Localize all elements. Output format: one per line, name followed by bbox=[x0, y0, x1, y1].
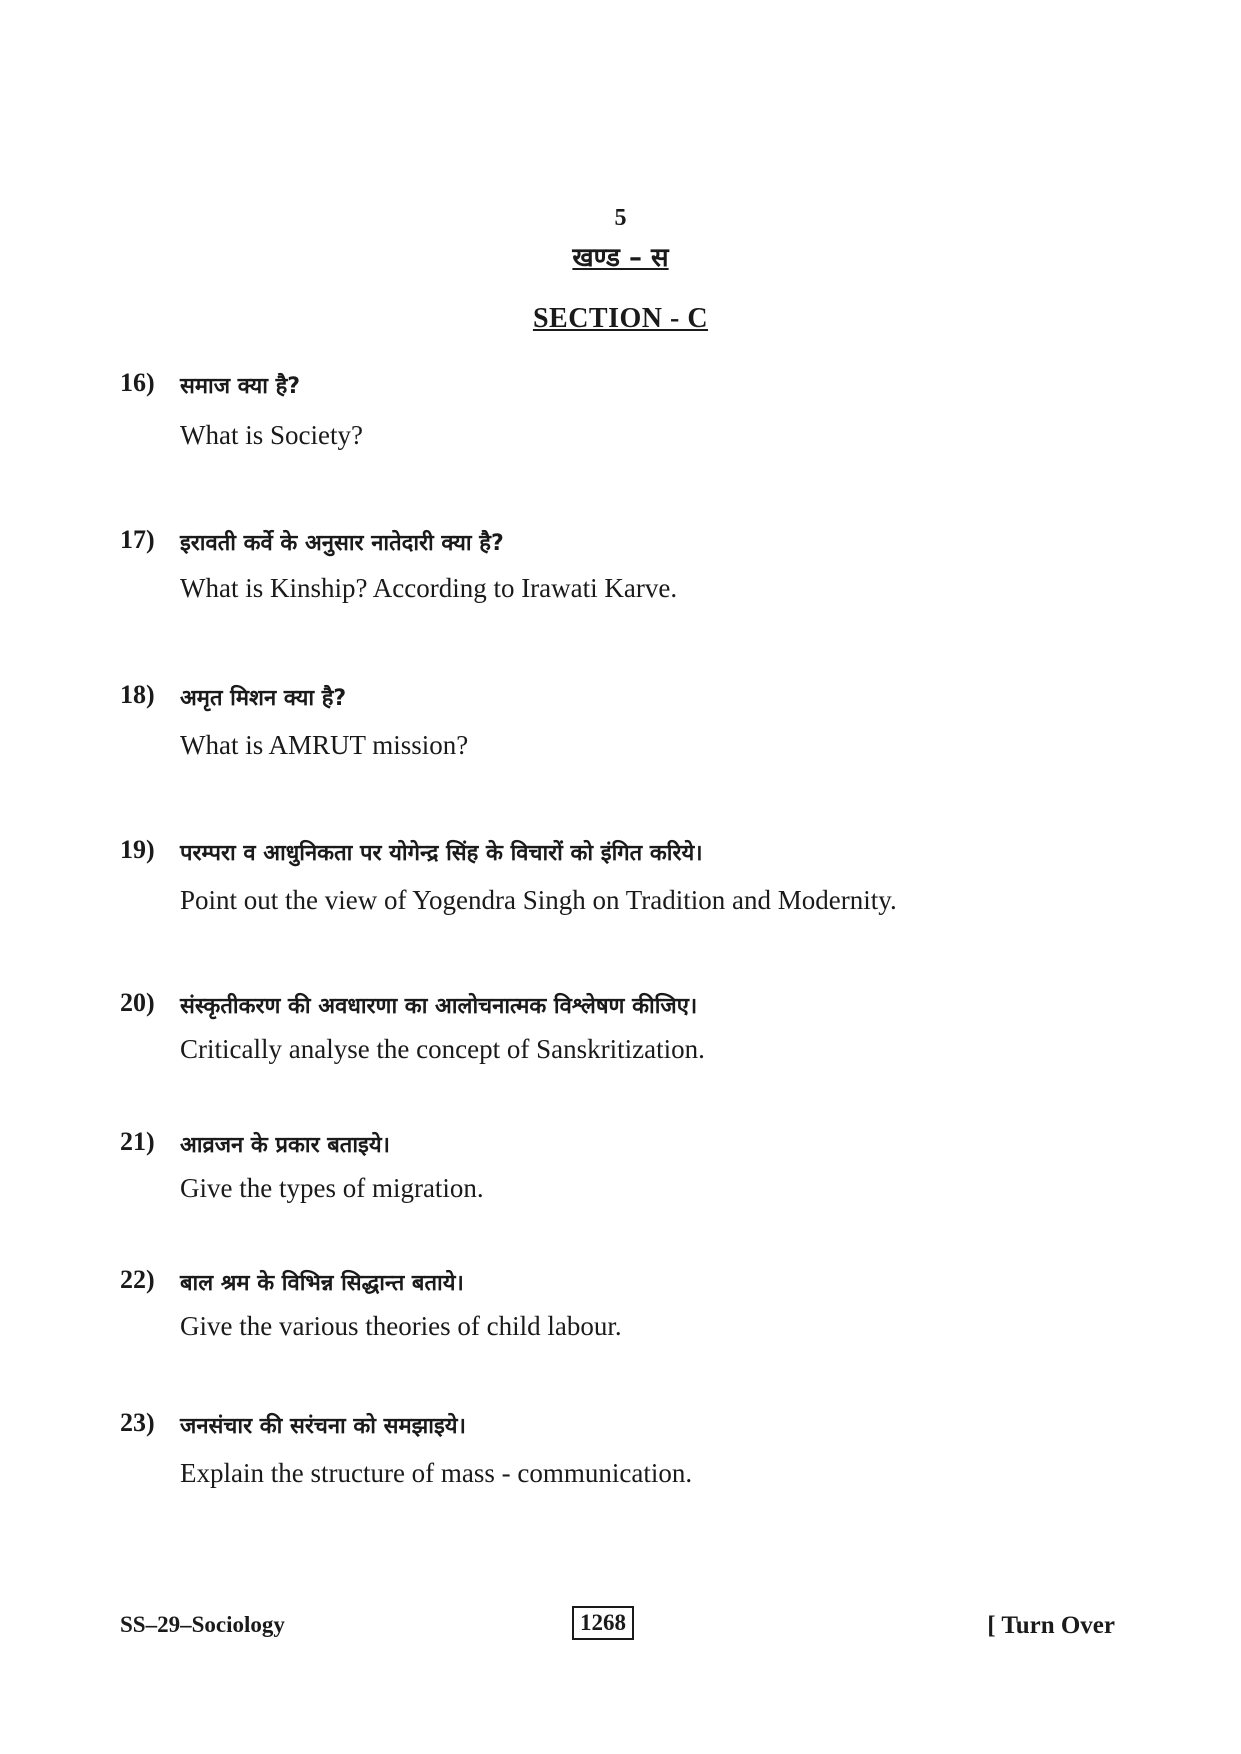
question-number: 20) bbox=[120, 988, 155, 1017]
paper-code: SS–29–Sociology bbox=[120, 1612, 285, 1637]
question-text-english: Give the types of migration. bbox=[180, 1173, 484, 1203]
question-text-english: What is Kinship? According to Irawati Karve. bbox=[180, 573, 678, 603]
question-text-hindi: अमृत मिशन क्या है? bbox=[180, 686, 347, 711]
code-box: 1268 bbox=[572, 1606, 634, 1640]
question-text-english: Give the various theories of child labour. bbox=[180, 1311, 622, 1341]
question-number: 16) bbox=[120, 368, 155, 397]
question-text-hindi: बाल श्रम के विभिन्न सिद्धान्त बताये। bbox=[180, 1271, 464, 1296]
question-text-hindi: परम्परा व आधुनिकता पर योगेन्द्र सिंह के विचारों को इंगित करिये। bbox=[180, 841, 703, 866]
page-number: 5 bbox=[614, 205, 627, 231]
section-title-english: SECTION - C bbox=[532, 303, 709, 334]
question-number: 19) bbox=[120, 835, 155, 864]
question-text-hindi: संस्कृतीकरण की अवधारणा का आलोचनात्मक विश्लेषण कीजिए। bbox=[180, 994, 698, 1019]
question-text-english: Explain the structure of mass - communication. bbox=[180, 1458, 693, 1488]
question-number: 18) bbox=[120, 680, 155, 709]
question-text-hindi: समाज क्या है? bbox=[180, 374, 301, 399]
question-number: 23) bbox=[120, 1408, 155, 1437]
question-number: 22) bbox=[120, 1265, 155, 1294]
question-text-hindi: जनसंचार की सरंचना को समझाइये। bbox=[180, 1414, 466, 1439]
question-text-english: What is Society? bbox=[180, 420, 363, 450]
question-text-hindi: आव्रजन के प्रकार बताइये। bbox=[180, 1133, 390, 1158]
question-text-english: Point out the view of Yogendra Singh on Tradition and Modernity. bbox=[180, 885, 897, 915]
question-number: 17) bbox=[120, 525, 155, 554]
question-text-english: What is AMRUT mission? bbox=[180, 730, 469, 760]
section-title-hindi: खण्ड – स bbox=[572, 243, 669, 273]
question-text-hindi: इरावती कर्वे के अनुसार नातेदारी क्या है? bbox=[180, 531, 504, 556]
question-text-english: Critically analyse the concept of Sanskritization. bbox=[180, 1034, 705, 1064]
turn-over-label: [ Turn Over bbox=[987, 1612, 1115, 1639]
question-number: 21) bbox=[120, 1127, 155, 1156]
